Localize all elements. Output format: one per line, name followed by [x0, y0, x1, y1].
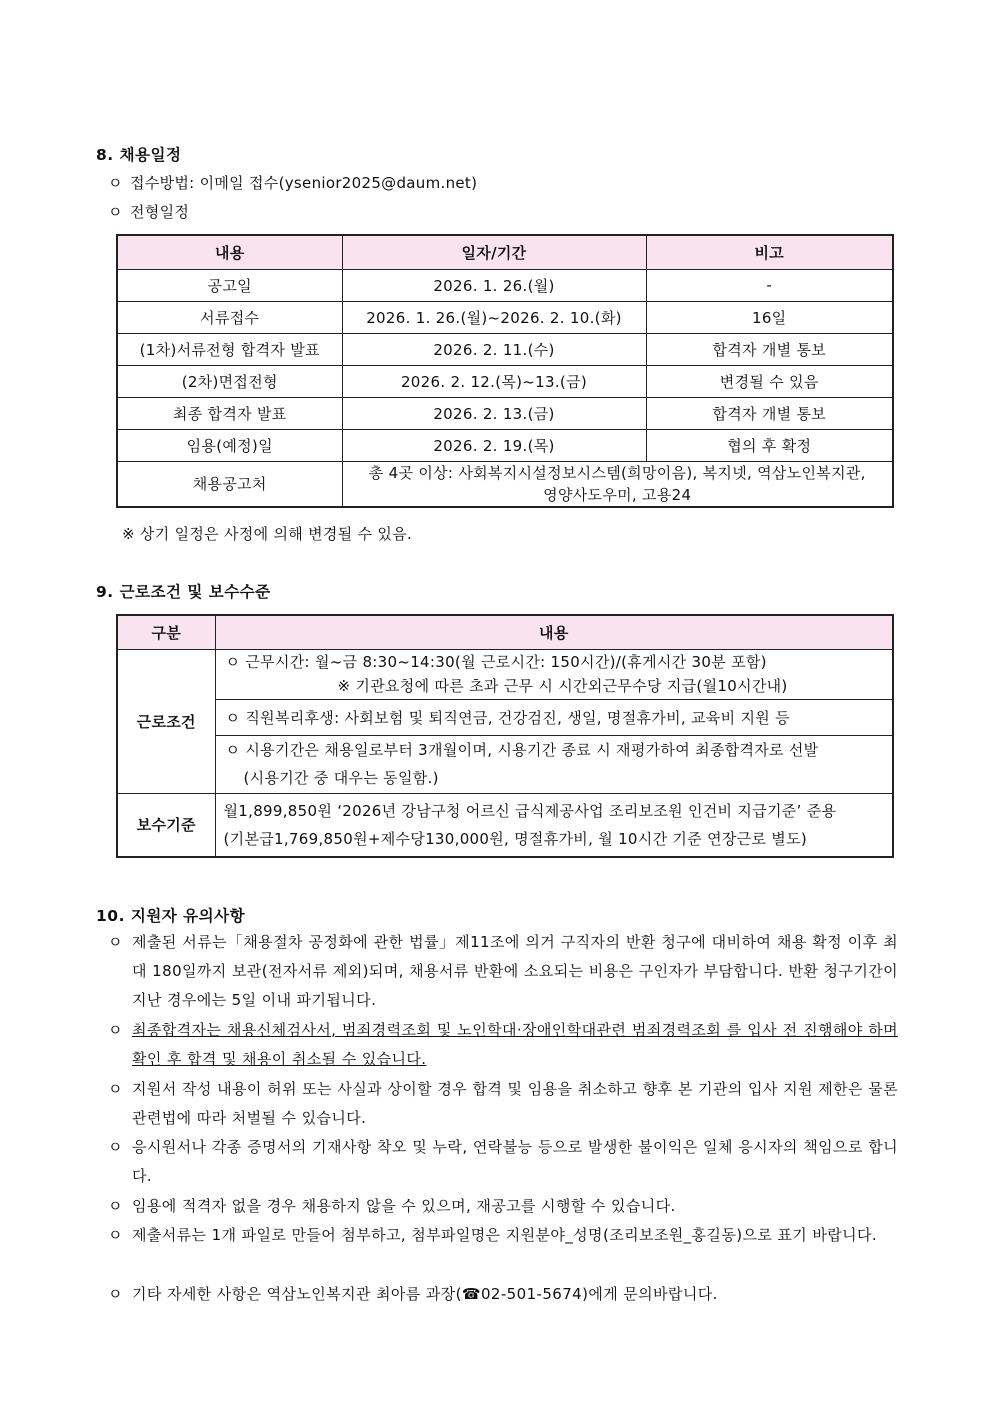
table-row — [117, 333, 893, 365]
table-row — [117, 397, 893, 429]
section-9-title: 9. 근로조건 및 보수수준 — [96, 583, 271, 601]
notice-item — [108, 928, 898, 1015]
table-row — [117, 365, 893, 397]
bullet: ㅇ — [108, 933, 123, 951]
table-row — [117, 269, 893, 301]
work-hours-text: ㅇ 근무시간: 월~금 8:30~14:30(월 근로시간: 150시간)/(휴게시간 30분 포함) — [225, 653, 767, 671]
row-label: 서류접수 — [117, 301, 342, 333]
row-date: 2026. 1. 26.(월)~2026. 2. 10.(화) — [342, 301, 646, 333]
table-row — [117, 429, 893, 461]
row-remark: 합격자 개별 통보 — [646, 333, 893, 365]
row-date: 2026. 1. 26.(월) — [342, 269, 646, 301]
notice-item — [108, 1221, 898, 1250]
row-remark: - — [646, 269, 893, 301]
row-remark: 변경될 수 있음 — [646, 365, 893, 397]
notice-item — [108, 1133, 898, 1191]
posting-sites-line1: 총 4곳 이상: 사회복지시설정보시스템(희망이음), 복지넷, 역삼노인복지관, — [368, 463, 866, 482]
pay-cell — [215, 793, 893, 857]
header-category: 구분 — [117, 615, 215, 649]
bullet: ㅇ — [108, 174, 123, 192]
table-row — [117, 649, 893, 699]
bullet: ㅇ — [108, 1197, 123, 1215]
table-header-row — [117, 615, 893, 649]
row-label: 임용(예정)일 — [117, 429, 342, 461]
header-date: 일자/기간 — [342, 235, 646, 269]
work-hours-cell — [215, 649, 893, 699]
row-date: 2026. 2. 12.(목)~13.(금) — [342, 365, 646, 397]
row-remark: 16일 — [646, 301, 893, 333]
overtime-note: ※ 기관요청에 따른 초과 근무 시 시간외근무수당 지급(월10시간내) — [337, 677, 788, 695]
row-label: 최종 합격자 발표 — [117, 397, 342, 429]
schedule-line — [108, 201, 189, 222]
schedule-table — [116, 234, 894, 508]
header-content: 내용 — [215, 615, 893, 649]
probation-note: (시용기간 중 대우는 동일함.) — [243, 769, 439, 787]
header-remark: 비고 — [646, 235, 893, 269]
notice-item — [108, 1192, 898, 1221]
table-row — [117, 735, 893, 793]
bullet: ㅇ — [108, 1080, 123, 1098]
pay-standard-text: 월1,899,850원 ‘2026년 강남구청 어르신 급식제공사업 조리보조원 인건비 지급기준’ 준용 — [223, 801, 837, 820]
notice-text: 기타 자세한 사항은 역삼노인복지관 최아름 과장(☎02-501-5674)에게 문의바랍니다. — [132, 1285, 718, 1303]
notice-text: 제출된 서류는「채용절차 공정화에 관한 법률」제11조에 의거 구직자의 반환 청구에 대비하여 채용 확정 이후 최대 180일까지 보관(전자서류 제외)되며, 채용서류 반환에 소요되는 비용은 구인자가 부담합니다. 반환 청구기간이 지난 경우에는 5일 이내 파기됩니다. — [132, 933, 898, 1009]
notice-text: 제출서류는 1개 파일로 만들어 첨부하고, 첨부파일명은 지원분야_성명(조리보조원_홍길동)으로 표기 바랍니다. — [132, 1226, 878, 1244]
row-remark: 협의 후 확정 — [646, 429, 893, 461]
table-row — [117, 461, 893, 507]
pay-breakdown-text: (기본급1,769,850원+제수당130,000원, 명절휴가비, 월 10시간 기준 연장근로 별도) — [223, 829, 808, 848]
row-date: 2026. 2. 11.(수) — [342, 333, 646, 365]
notice-item — [108, 1016, 898, 1074]
table-header-row — [117, 235, 893, 269]
conditions-table — [116, 614, 894, 858]
posting-sites-line2: 영양사도우미, 고용24 — [543, 485, 692, 504]
row-label: (1차)서류전형 합격자 발표 — [117, 333, 342, 365]
bullet: ㅇ — [108, 1021, 123, 1039]
header-content: 내용 — [117, 235, 342, 269]
work-conditions-label: 근로조건 — [117, 649, 215, 793]
bullet: ㅇ — [108, 1226, 123, 1244]
table-row — [117, 699, 893, 735]
probation-cell — [215, 735, 893, 793]
application-method-line — [108, 172, 477, 193]
notice-item — [108, 1075, 898, 1133]
notice-text: 응시원서나 각종 증명서의 기재사항 착오 및 누락, 연락불능 등으로 발생한 불이익은 일체 응시자의 책임으로 합니다. — [132, 1138, 898, 1185]
section-10-title: 10. 지원자 유의사항 — [96, 907, 246, 925]
probation-text: ㅇ 시용기간은 채용일로부터 3개월이며, 시용기간 종료 시 재평가하여 최종합격자로 선발 — [225, 741, 819, 759]
row-date: 2026. 2. 19.(목) — [342, 429, 646, 461]
bullet: ㅇ — [108, 1285, 123, 1303]
notice-text-underlined: 최종합격자는 채용신체검사서, 범죄경력조회 및 노인학대·장애인학대관련 범죄경력조회 를 입사 전 진행해야 하며 확인 후 합격 및 채용이 취소될 수 있습니다. — [132, 1021, 898, 1068]
bullet: ㅇ — [108, 1138, 123, 1156]
row-label: 공고일 — [117, 269, 342, 301]
notice-text: 지원서 작성 내용이 허위 또는 사실과 상이할 경우 합격 및 임용을 취소하고 향후 본 기관의 입사 지원 제한은 물론 관련법에 따라 처벌될 수 있습니다. — [132, 1080, 898, 1127]
table-row — [117, 793, 893, 857]
application-method-text: 접수방법: 이메일 접수(ysenior2025@daum.net) — [130, 174, 478, 192]
pay-label: 보수기준 — [117, 793, 215, 857]
welfare-text: ㅇ 직원복리후생: 사회보험 및 퇴직연금, 건강검진, 생일, 명절휴가비, 교육비 지원 등 — [215, 699, 893, 735]
table-row — [117, 301, 893, 333]
row-date: 2026. 2. 13.(금) — [342, 397, 646, 429]
schedule-text: 전형일정 — [130, 203, 190, 221]
schedule-note: ※ 상기 일정은 사정에 의해 변경될 수 있음. — [122, 525, 413, 543]
bullet: ㅇ — [108, 203, 123, 221]
notice-text: 임용에 적격자 없을 경우 채용하지 않을 수 있으며, 재공고를 시행할 수 있습니다. — [132, 1197, 676, 1215]
row-label: 채용공고처 — [117, 461, 342, 507]
row-label: (2차)면접전형 — [117, 365, 342, 397]
row-remark: 합격자 개별 통보 — [646, 397, 893, 429]
notice-item — [108, 1280, 898, 1309]
section-8-title: 8. 채용일정 — [96, 146, 182, 164]
posting-sites-cell — [342, 461, 893, 507]
